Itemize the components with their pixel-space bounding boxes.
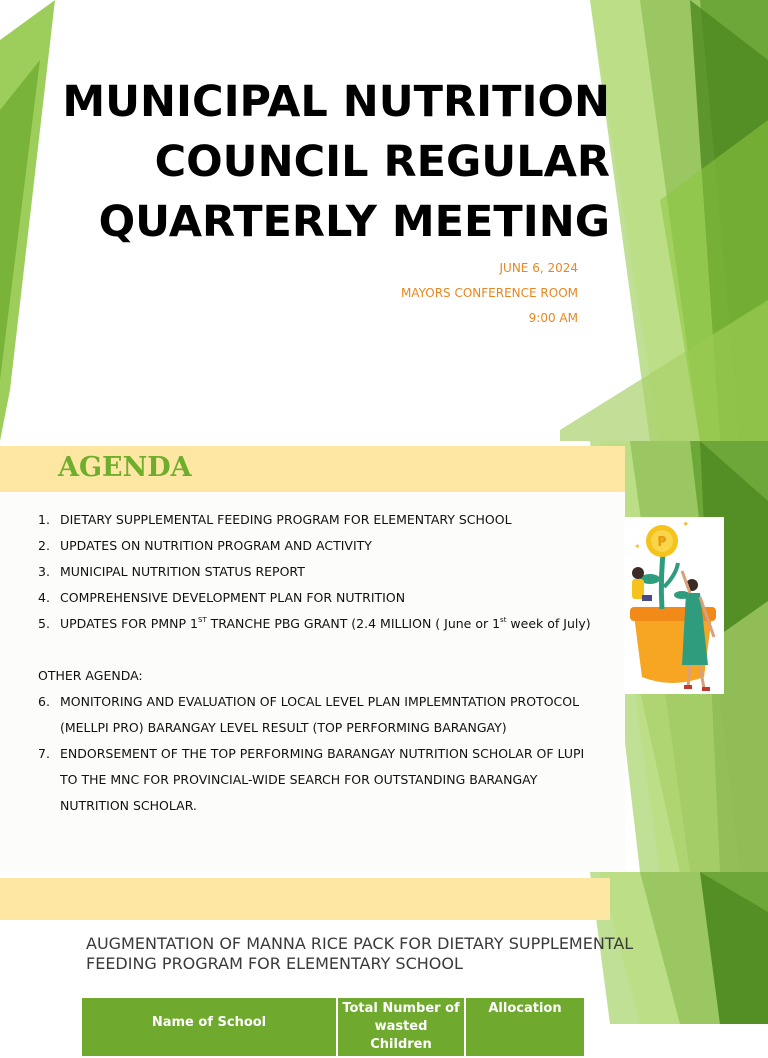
item-text: DIETARY SUPPLEMENTAL FEEDING PROGRAM FOR ELEMENTARY SCHOOL xyxy=(60,512,512,527)
title-line: QUARTERLY MEETING xyxy=(98,197,610,247)
item-number: 3. xyxy=(38,564,50,579)
table-header-row xyxy=(81,997,585,1057)
agenda-item xyxy=(38,533,598,559)
agenda-item xyxy=(38,741,598,819)
item-number: 5. xyxy=(38,616,50,631)
item-text-part: UPDATES FOR PMNP 1 xyxy=(60,616,198,631)
item-text-part: week of July) xyxy=(506,616,591,631)
item-text: COMPREHENSIVE DEVELOPMENT PLAN FOR NUTRITION xyxy=(60,590,406,605)
bullet-line: FEEDING PROGRAM FOR ELEMENTARY SCHOOL xyxy=(86,954,463,973)
meeting-time: 9:00 AM xyxy=(528,311,578,325)
svg-text:₱: ₱ xyxy=(657,535,667,550)
meeting-details xyxy=(401,258,578,333)
bullet-line: AUGMENTATION OF MANNA RICE PACK FOR DIETARY SUPPLEMENTAL xyxy=(86,934,634,953)
item-number: 1. xyxy=(38,512,50,527)
item-number: 4. xyxy=(38,590,50,605)
bullet-icon xyxy=(62,934,86,974)
item-text-part: TRANCHE PBG GRANT (2.4 MILLION ( June or 1 xyxy=(206,616,501,631)
agenda-item xyxy=(38,507,598,533)
svg-text:✦: ✦ xyxy=(634,542,641,551)
item-text: MONITORING AND EVALUATION OF LOCAL LEVEL PLAN IMPLEMNTATION PROTOCOL (MELLPI PRO) BARANGAY LEVEL RESULT (TOP PERFORMING BARANGAY) xyxy=(60,694,580,735)
title-slide xyxy=(0,0,768,441)
agenda-item xyxy=(38,585,598,611)
item-number: 6. xyxy=(38,694,50,709)
agenda-heading: AGENDA xyxy=(58,452,192,483)
superscript: ST xyxy=(197,616,207,624)
agenda-list xyxy=(38,507,598,819)
item-text: UPDATES ON NUTRITION PROGRAM AND ACTIVITY xyxy=(60,538,372,553)
meeting-date: JUNE 6, 2024 xyxy=(499,261,578,275)
bullet-text xyxy=(86,934,633,974)
item-text: MUNICIPAL NUTRITION STATUS REPORT xyxy=(60,564,305,579)
slide-title xyxy=(10,72,610,252)
superscript: st xyxy=(500,616,507,624)
agenda-item xyxy=(38,611,598,637)
column-header: Total Number of wasted Children xyxy=(337,997,465,1057)
title-line: MUNICIPAL NUTRITION xyxy=(62,77,610,127)
item-text xyxy=(60,611,598,637)
header-band xyxy=(0,878,610,920)
agenda-item xyxy=(38,689,598,741)
item-number: 7. xyxy=(38,746,50,761)
money-growth-illustration xyxy=(624,517,724,694)
column-header: Allocation xyxy=(465,997,585,1057)
coin-plant-illustration xyxy=(624,517,724,694)
allocation-table xyxy=(80,996,586,1058)
item-number: 2. xyxy=(38,538,50,553)
agenda-item xyxy=(38,559,598,585)
agenda-slide xyxy=(0,441,768,872)
other-agenda-label: OTHER AGENDA: xyxy=(38,668,143,683)
item-text: ENDORSEMENT OF THE TOP PERFORMING BARANGAY NUTRITION SCHOLAR OF LUPI TO THE MNC FOR PROVINCIAL-WIDE SEARCH FOR OUTSTANDING BARANGAY NUTRITION SCHOLAR. xyxy=(60,746,585,813)
manna-rice-slide xyxy=(0,872,768,1052)
column-header: Name of School xyxy=(81,997,337,1057)
svg-text:✦: ✦ xyxy=(682,520,690,530)
meeting-venue: MAYORS CONFERENCE ROOM xyxy=(400,286,578,300)
bullet-item xyxy=(62,934,672,974)
title-line: COUNCIL REGULAR xyxy=(154,137,610,187)
